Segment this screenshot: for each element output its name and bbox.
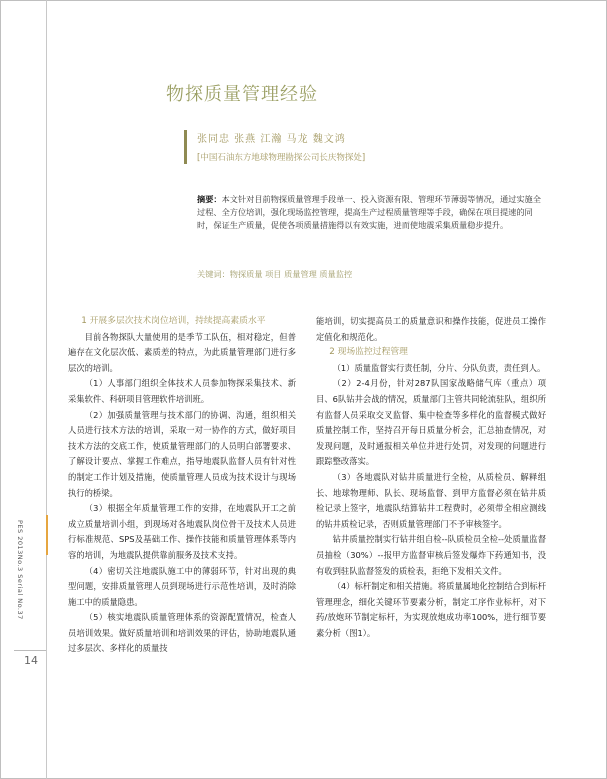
- paragraph: 目前各物探队大量使用的是季节工队伍，相对稳定，但普遍存在文化层次低、素质差的特点，为此质量管理部门进行多层次的培训。: [68, 331, 296, 373]
- paragraph: （1）质量监督实行责任制，分片、分队负责，责任到人。: [332, 362, 546, 373]
- paragraph: （3）根据全年质量管理工作的安排，在地震队开工之前成立质量培训小组，到现场对各地震队岗位骨干及技术人员进行标准规范、SPS及基础工作、操作技能和质量管理体系等内容的培训，为地震队提供靠前服务及技术支持。: [68, 503, 296, 560]
- section-heading-2: 2 现场监控过程管理: [329, 347, 408, 358]
- paragraph: （4）密切关注地震队施工中的薄弱环节，针对出现的典型问题，安排质量管理人员到现场进行示范性培训，及时消除施工中的质量隐患。: [68, 565, 296, 607]
- paragraph: （1）人事部门组织全体技术人员参加物探采集技术、新采集软件、科研项目管理软件培训班。: [68, 378, 296, 404]
- paragraph: （2）加强质量管理与技术部门的协调、沟通，组织相关人员进行技术方法的培训，采取一对一协作的方式，做好项目技术方法的交底工作，使质量管理部门的人员明白部署要求、了解设计要点、掌握工作难点，指导地震队监督人员有针对性的制定工作计划及措施，使质量管理人员成为技术设计与现场执行的桥梁。: [68, 409, 296, 498]
- paragraph: （3）各地震队对钻井质量进行全检，从质检员、解释组长、地球物理师、队长、现场监督、到甲方监督必须在钻井质检记录上签字，地震队结算钻井工程费时，必须带全相应测线的钻井质检记录，否则质量管理部门不予审核签字。: [316, 471, 546, 529]
- article-title: 物探质量管理经验: [166, 84, 318, 105]
- page-number-rule: [14, 650, 46, 651]
- affiliation: [中国石油东方地球物理勘探公司长庆物探处]: [197, 153, 366, 163]
- margin-accent: [46, 515, 48, 555]
- margin-rule: [46, 0, 47, 779]
- left-column: [68, 314, 296, 657]
- abstract: [197, 193, 542, 233]
- right-column: [316, 314, 546, 641]
- author-list: 张同忠 张燕 江瀚 马龙 魏文鸿: [197, 134, 346, 145]
- abstract-text: 本文针对目前物探质量管理手段单一、投入资源有限、管理环节薄弱等情况，通过实施全过程、全方位培训，强化现场监控管理，提高生产过程质量管理等手段，确保在项目提速的同时，保证生产质量，促使各项质量措施得以有效实施，进而使地震采集质量稳步提升。: [197, 194, 541, 231]
- paragraph-continued: 能培训，切实提高员工的质量意识和操作技能，促进员工操作定值化和规范化。: [316, 316, 546, 342]
- running-head: PES 2013No.3 Serial No.37: [16, 520, 24, 620]
- section-heading-1: 1 开展多层次技术岗位培训，持续提高素质水平: [81, 316, 266, 326]
- paragraph: （5）核实地震队质量管理体系的资源配置情况，检查人员培训效果。做好质量培训和培训效果的评估，协助地震队通过多层次、多样化的质量技: [68, 612, 296, 654]
- keywords: 关键词：物探质量 项目 质量管理 质量监控: [197, 269, 353, 279]
- paragraph: （4）标杆制定和相关措施。将质量属地化控制结合到标杆管理理念，细化关键环节要素分析，制定工序作业标杆，对下药/放炮环节制定标杆，为实现放炮成功率100%，进行细节要素分析（图1）。: [316, 581, 546, 638]
- page-number: 14: [24, 654, 38, 667]
- paragraph: （2）2-4月份，针对287队国家战略储气库（重点）项目、6队钻井会战的情况，质量部门主管共同轮流驻队，组织所有监督人员采取交叉监督、集中检查等多样化的监督模式做好质量控制工作，坚持召开每日质量分析会，汇总抽查情况，对发现问题，及时通报相关单位并进行处罚，对发现的问题进行跟踪整改落实。: [316, 378, 546, 467]
- author-accent-bar: [184, 130, 187, 164]
- abstract-label: 摘要：: [197, 194, 222, 204]
- paragraph: 钻井质量控制实行钻井组自检--队质检员全检--处质量监督员抽检（30%）--报甲方监督审核后签发爆炸下药通知书，没有收到驻队监督签发的质检表，拒绝下发相关文件。: [316, 534, 546, 576]
